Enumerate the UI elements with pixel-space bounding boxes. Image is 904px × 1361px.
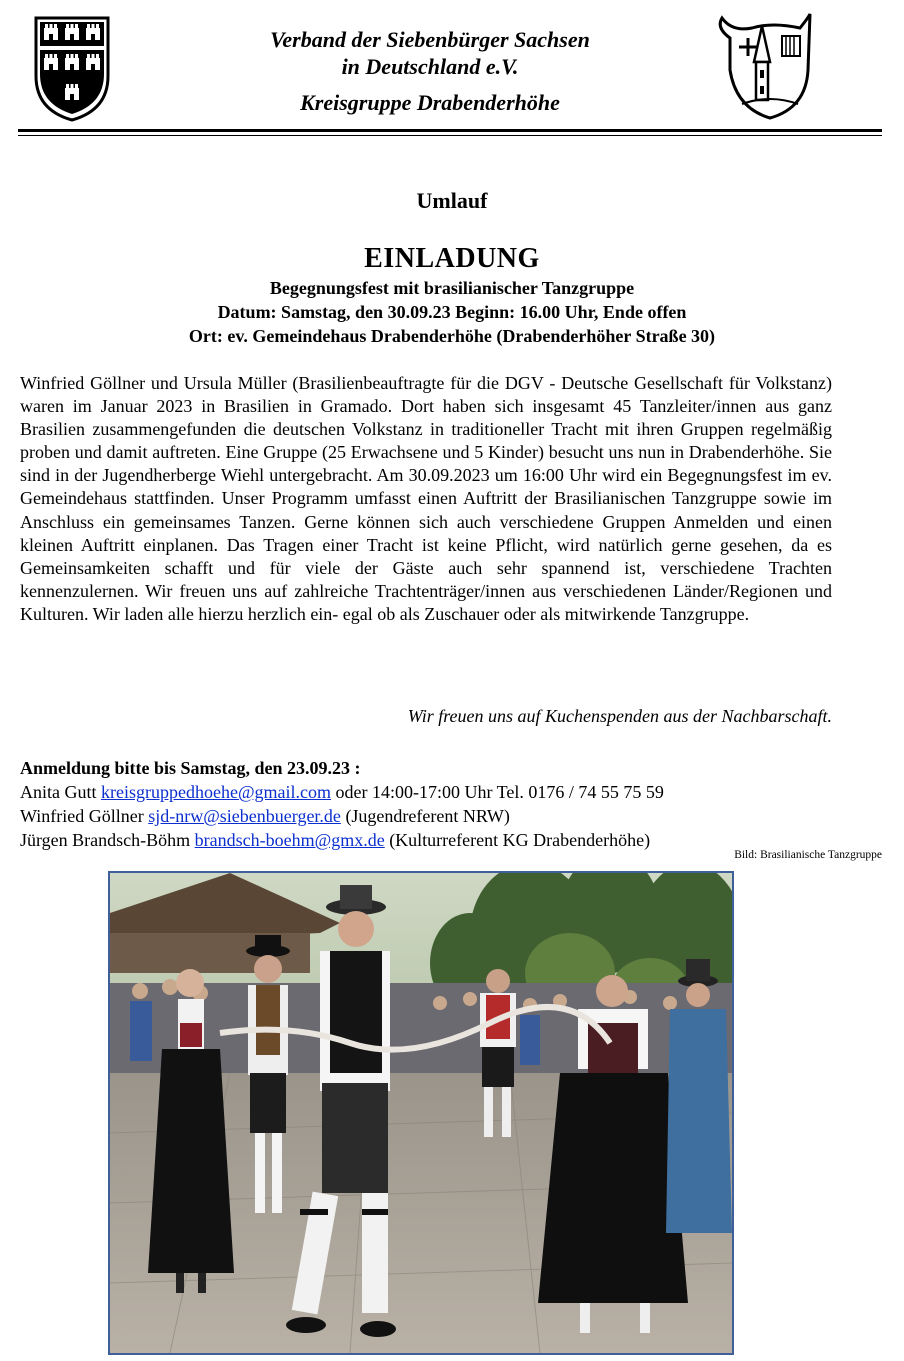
contact-name: Winfried Göllner <box>20 806 144 826</box>
drabenderhoehe-crest-icon <box>712 8 812 122</box>
dance-group-photo <box>108 871 734 1355</box>
header-rule-thick <box>18 129 882 132</box>
org-subgroup: Kreisgruppe Drabenderhöhe <box>300 90 560 115</box>
org-name-line2: in Deutschland e.V. <box>341 54 519 79</box>
registration-title: Anmeldung bitte bis Samstag, den 23.09.23 : <box>20 758 361 778</box>
closing-note: Wir freuen uns auf Kuchenspenden aus der Nachbarschaft. <box>407 706 832 726</box>
invitation-title: EINLADUNG <box>364 243 540 274</box>
header-rule-thin <box>18 135 882 136</box>
body-paragraph: Winfried Göllner und Ursula Müller (Brasilienbeauftragte für die DGV - Deutsche Gesellschaft für Volkstanz) waren im Januar 2023 in Brasilien in Gramado. Dort haben sich insgesamt 45 Tanzleiter/innen aus ganz Brasilien zusammengefunden die deutschen Volkstanz in traditioneller Tracht mit ihren Gruppen regelmäßig proben und damit auftreten. Eine Gruppe (25 Erwachsene und 5 Kinder) besucht uns nun in Drabenderhöhe. Sie sind in der Jugendherberge Wiehl untergebracht. Am 30.09.2023 um 16:00 Uhr wird ein Begegnungsfest im ev. Gemeindehaus stattfinden. Unser Programm umfasst einen Auftritt der Brasilianischen Tanzgruppe sowie im Anschluss ein gemeinsames Tanzen. Gerne können sich auch verschiedene Gruppen Anmelden und einen kleinen Auftritt einplanen. Das Tragen einer Tracht ist keine Pflicht, wird natürlich gerne gesehen, da es Gemeinsamkeiten schafft und für viele der Gäste auch sehr spannend ist, verschiedene Trachten kennenzulernen. Wir freuen uns auf zahlreiche Trachtenträger/innen aus verschiedenen Länder/Regionen und Kulturen. Wir laden alle hierzu herzlich ein- egal ob als Zuschauer oder als mitwirkende Tanzgruppe. <box>20 373 832 624</box>
photo-caption: Bild: Brasilianische Tanzgruppe <box>734 849 882 861</box>
org-name-line1: Verband der Siebenbürger Sachsen <box>270 27 590 52</box>
contact-email-link[interactable]: kreisgruppedhoehe@gmail.com <box>101 782 332 802</box>
event-date: Datum: Samstag, den 30.09.23 Beginn: 16.00 Uhr, Ende offen <box>217 302 687 322</box>
contact-row <box>20 780 880 804</box>
contact-details: oder 14:00-17:00 Uhr Tel. 0176 / 74 55 75 59 <box>335 782 664 802</box>
letterhead <box>0 0 904 140</box>
contact-email-link[interactable]: sjd-nrw@siebenbuerger.de <box>148 806 341 826</box>
registration-block <box>20 756 880 852</box>
event-location: Ort: ev. Gemeindehaus Drabenderhöhe (Drabenderhöher Straße 30) <box>188 326 716 346</box>
contact-details: (Kulturreferent KG Drabenderhöhe) <box>389 830 651 850</box>
event-subtitle: Begegnungsfest mit brasilianischer Tanzgruppe <box>269 278 635 298</box>
contact-name: Jürgen Brandsch-Böhm <box>20 830 191 850</box>
circular-label: Umlauf <box>416 188 488 213</box>
contact-name: Anita Gutt <box>20 782 97 802</box>
transylvanian-saxon-crest-icon <box>32 14 112 122</box>
contact-row <box>20 804 880 828</box>
contact-details: (Jugendreferent NRW) <box>345 806 510 826</box>
dance-photo-illustration <box>110 873 732 1353</box>
invitation-body <box>20 372 832 626</box>
contact-email-link[interactable]: brandsch-boehm@gmx.de <box>194 830 385 850</box>
